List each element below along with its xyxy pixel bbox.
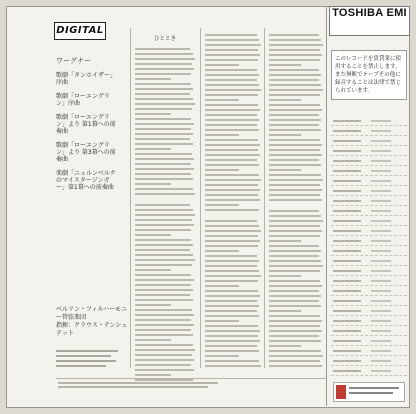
text-line [135,93,190,95]
text-line [269,270,320,272]
text-line [135,209,193,211]
text-line [269,74,321,76]
text-line [269,149,320,151]
orchestra-name: ベルリン・フィルハーモニー管弦楽団 [56,306,128,321]
text-line [205,315,259,317]
text-line [269,134,301,136]
text-line [135,374,171,376]
text-line [205,114,257,116]
text-line [135,289,193,291]
column-divider [130,28,131,368]
text-line [135,123,194,125]
text-line [269,350,321,352]
price-sticker [333,382,405,402]
track-list [56,56,116,198]
text-line [135,163,191,165]
text-line [205,89,261,91]
text-line [135,304,171,306]
table-row [331,216,407,226]
text-line [269,325,320,327]
text-line [135,188,193,190]
text-line [135,259,195,261]
text-line [135,239,191,241]
text-line [205,250,239,252]
text-line [135,58,195,60]
text-line [205,104,258,106]
column-divider [264,28,265,368]
text-line [269,129,321,131]
liner-notes-column-2 [205,34,261,370]
track-title: 歌劇「ローエングリン」より 第1幕への前奏曲 [56,114,116,135]
text-line [205,240,260,242]
text-line [135,264,192,266]
track-item [56,114,116,135]
text-line [269,99,301,101]
text-line [205,139,258,141]
text-line [205,320,239,322]
text-line [269,64,301,66]
track-item [56,170,116,191]
text-line [135,53,193,55]
digital-badge: DIGITAL [54,22,106,40]
text-line [205,184,258,186]
text-line [135,249,190,251]
text-line [135,224,194,226]
table-row [331,206,407,216]
text-line [135,83,191,85]
table-row [331,116,407,126]
text-line [205,134,239,136]
text-line [205,129,259,131]
track-title: 楽劇「ニュルンベルクのマイスタージンガー」第1幕への前奏曲 [56,170,116,191]
table-row [331,326,407,336]
text-line [205,245,258,247]
text-line [205,225,259,227]
text-line [269,164,321,166]
text-line [135,269,171,271]
track-item [56,72,116,86]
text-line [135,133,193,135]
text-line [205,59,258,61]
text-line [269,240,301,242]
text-line [269,139,320,141]
text-line [269,144,322,146]
text-line [205,44,261,46]
column-divider [326,6,327,406]
text-line [205,154,260,156]
text-line [269,189,322,191]
text-line [205,310,257,312]
text-line [269,84,321,86]
text-line [205,230,261,232]
text-line [135,98,193,100]
text-line [205,340,260,342]
text-line [135,153,192,155]
text-line [269,49,320,51]
text-line [269,320,322,322]
text-line [205,255,257,257]
table-row [331,256,407,266]
text-line [135,173,191,175]
text-line [205,330,260,332]
text-line [205,99,239,101]
text-line [135,294,190,296]
column-divider [200,28,201,368]
text-line [205,305,259,307]
text-line [205,124,257,126]
text-line [135,204,190,206]
text-line [135,73,191,75]
text-line [135,234,171,236]
text-line [135,284,191,286]
text-line [269,360,320,362]
text-line [135,344,193,346]
table-row [331,296,407,306]
text-line [269,305,321,307]
text-line [135,329,191,331]
text-line [135,314,194,316]
text-line [205,84,259,86]
text-line [205,119,259,121]
text-line [269,260,321,262]
text-line [269,104,320,106]
table-row [331,196,407,206]
text-line [269,220,323,222]
text-line [269,255,319,257]
text-line [269,250,321,252]
text-line [135,68,194,70]
text-line [269,295,321,297]
text-line [205,350,259,352]
text-line [205,365,261,367]
text-line [269,280,320,282]
text-line [205,194,258,196]
text-line [269,355,323,357]
text-line [269,300,319,302]
text-line [135,369,194,371]
text-line [269,54,322,56]
text-line [135,108,192,110]
track-item [56,93,116,107]
text-line [269,340,321,342]
text-line [269,119,321,121]
text-line [205,189,260,191]
text-line [205,204,239,206]
text-line [135,128,191,130]
text-line [135,244,193,246]
text-line [269,34,319,36]
text-line [269,199,322,201]
text-line [269,169,301,171]
table-row [331,136,407,146]
liner-notes-column-1 [135,34,195,384]
text-line [205,335,258,337]
liner-notes-heading: ひととき [153,36,176,42]
text-line [269,79,319,81]
text-line [205,199,260,201]
text-line [135,88,193,90]
text-line [269,69,319,71]
text-line [135,274,191,276]
table-row [331,246,407,256]
text-line [269,210,319,212]
text-line [135,339,171,341]
text-line [135,364,191,366]
text-line [205,94,258,96]
text-line [269,230,322,232]
table-row [331,176,407,186]
conductor-name: 指揮：クラウス・テンシュテット [56,322,128,337]
text-line [269,245,319,247]
text-line [135,309,192,311]
text-line [135,349,195,351]
text-line [269,89,323,91]
text-line [135,229,191,231]
text-line [205,295,260,297]
text-line [135,48,190,50]
track-title: 歌劇「タンホイザー」序曲 [56,72,117,86]
text-line [205,64,239,66]
text-line [205,325,258,327]
table-row [331,236,407,246]
text-line [135,359,194,361]
table-row [331,356,407,366]
text-line [205,300,257,302]
table-row [331,126,407,136]
text-line [269,335,319,337]
text-line [205,360,259,362]
text-line [205,159,257,161]
text-line [135,158,194,160]
text-line [269,124,319,126]
track-item [56,142,116,163]
text-line [205,49,258,51]
text-line [269,290,319,292]
text-line [269,179,323,181]
text-line [135,63,192,65]
text-line [205,79,257,81]
text-line [135,113,171,115]
sticker-red-mark [336,385,346,399]
label-logo-box [329,6,410,36]
performer-credits [56,306,128,338]
text-line [205,285,239,287]
text-line [205,164,259,166]
text-line [205,74,259,76]
text-line [135,319,191,321]
text-line [135,299,193,301]
text-line [135,168,194,170]
table-row [331,316,407,326]
recording-credits [56,350,126,370]
text-line [269,109,322,111]
text-line [269,39,321,41]
text-line [205,265,257,267]
text-line [135,334,193,336]
text-line [269,310,301,312]
text-line [205,69,257,71]
text-line [269,225,320,227]
text-line [205,209,259,211]
table-row [331,166,407,176]
text-line [135,178,193,180]
text-line [205,345,257,347]
table-row [331,306,407,316]
text-line [135,193,195,195]
text-line [269,235,320,237]
table-row [331,146,407,156]
text-line [205,34,257,36]
text-line [269,94,320,96]
text-line [135,118,191,120]
table-row [331,226,407,236]
text-line [205,220,257,222]
text-line [269,174,321,176]
text-line [205,179,261,181]
text-line [205,275,261,277]
text-line [135,103,195,105]
table-row [331,266,407,276]
composer-name: ワーグナー [56,57,91,65]
text-line [135,354,192,356]
text-line [205,290,258,292]
text-line [205,270,259,272]
text-line [269,345,301,347]
text-line [205,109,260,111]
text-line [269,330,322,332]
text-line [269,114,319,116]
text-line [135,78,171,80]
text-line [205,260,259,262]
label-logo: TOSHIBA EMI [332,7,407,19]
text-line [205,144,260,146]
text-line [135,219,192,221]
text-line [135,138,190,140]
text-line [269,215,321,217]
text-line [205,149,258,151]
rental-notice: このレコードを賃貸業に使用することを禁止します。また無断でテープその他に録音することは法律で禁じられています。 [331,50,407,100]
table-row [331,156,407,166]
text-line [269,184,320,186]
text-line [269,154,322,156]
text-line [135,324,194,326]
text-line [135,148,171,150]
text-line [135,214,195,216]
text-line [269,265,323,267]
track-title: 歌劇「ローエングリン」より 第3幕への前奏曲 [56,142,116,163]
text-line [269,59,320,61]
table-row [331,336,407,346]
table-row [331,276,407,286]
text-line [205,169,239,171]
text-line [205,355,239,357]
text-line [205,54,260,56]
text-line [269,285,322,287]
text-line [135,143,193,145]
text-line [269,315,320,317]
text-line [269,194,320,196]
text-line [269,365,322,367]
table-row [331,186,407,196]
footer-legal [56,378,326,393]
text-line [205,280,258,282]
text-line [269,159,319,161]
text-line [135,279,194,281]
catalog-table [331,116,407,376]
text-line [135,183,171,185]
text-line [269,275,301,277]
track-title: 歌劇「ローエングリン」序曲 [56,93,110,107]
table-row [331,366,407,376]
text-line [269,44,323,46]
text-line [205,39,259,41]
liner-notes-column-3 [269,34,323,370]
table-row [331,286,407,296]
text-line [205,235,258,237]
text-line [205,174,259,176]
table-row [331,346,407,356]
text-line [135,254,193,256]
